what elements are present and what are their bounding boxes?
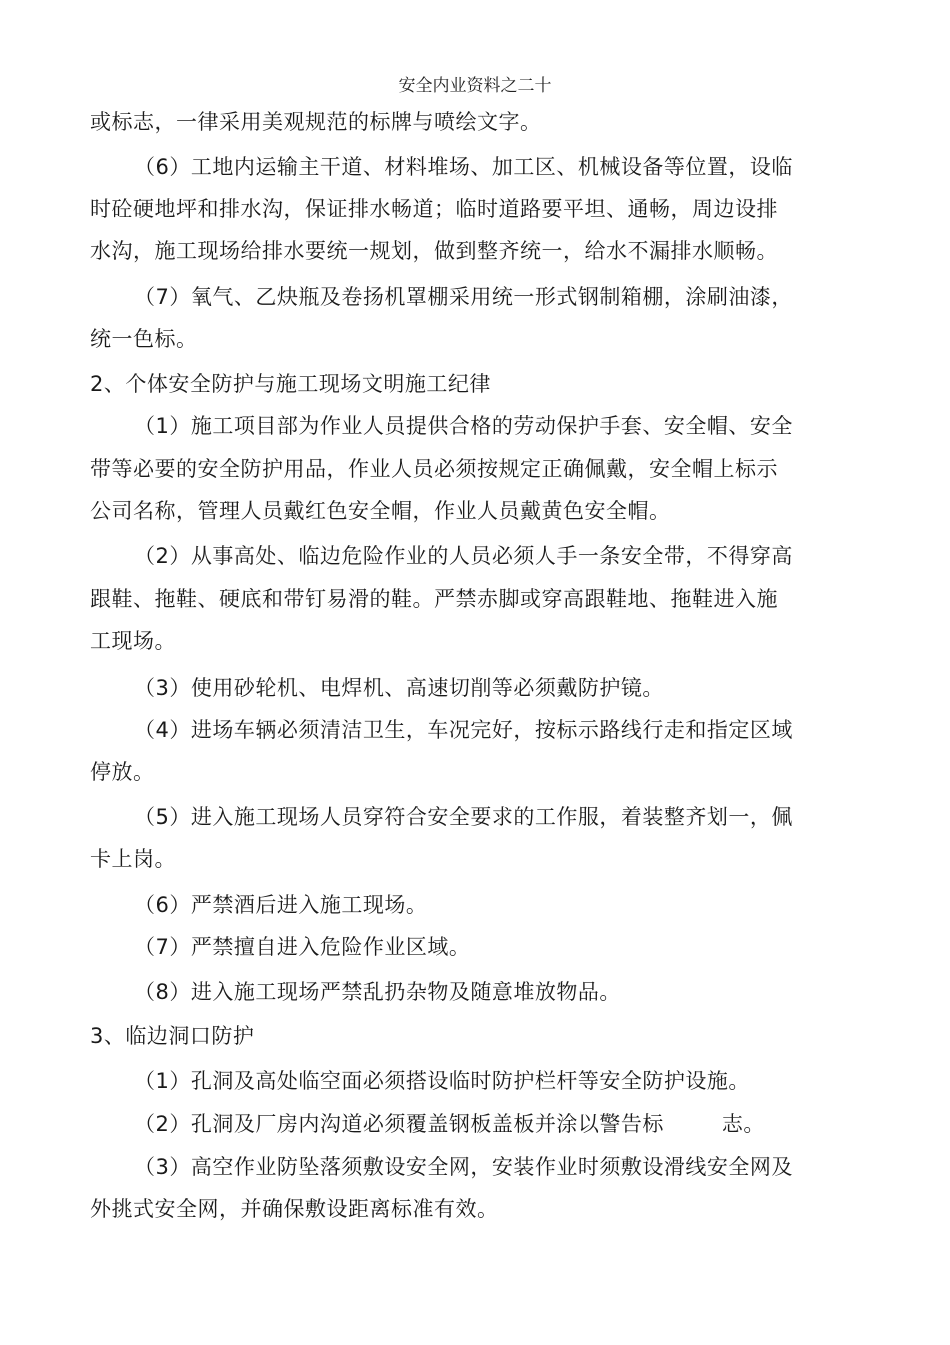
paragraph-line: 带等必要的安全防护用品，作业人员必须按规定正确佩戴，安全帽上标示 bbox=[90, 457, 778, 481]
paragraph-line: （8）进入施工现场严禁乱扔杂物及随意堆放物品。 bbox=[134, 980, 621, 1004]
paragraph-line: （7）氧气、乙炔瓶及卷扬机罩棚采用统一形式钢制箱棚，涂刷油漆， bbox=[134, 285, 793, 309]
paragraph-line: 外挑式安全网，并确保敷设距离标准有效。 bbox=[90, 1197, 499, 1221]
line-text: （2）孔洞及厂房内沟道必须覆盖钢板盖板并涂以警告标 bbox=[134, 1112, 664, 1136]
paragraph-line: （6）工地内运输主干道、材料堆场、加工区、机械设备等位置，设临 bbox=[134, 155, 793, 179]
paragraph-line: （6）严禁酒后进入施工现场。 bbox=[134, 893, 428, 917]
paragraph-line: （4）进场车辆必须清洁卫生，车况完好，按标示路线行走和指定区域 bbox=[134, 718, 793, 742]
paragraph-line: （1）孔洞及高处临空面必须搭设临时防护栏杆等安全防护设施。 bbox=[134, 1069, 750, 1093]
paragraph-line: （5）进入施工现场人员穿符合安全要求的工作服，着装整齐划一，佩 bbox=[134, 805, 793, 829]
paragraph-line: 公司名称，管理人员戴红色安全帽，作业人员戴黄色安全帽。 bbox=[90, 499, 671, 523]
paragraph-line: 工现场。 bbox=[90, 629, 176, 653]
paragraph-line: 跟鞋、拖鞋、硬底和带钉易滑的鞋。严禁赤脚或穿高跟鞋地、拖鞋进入施 bbox=[90, 587, 778, 611]
paragraph-line: 水沟，施工现场给排水要统一规划，做到整齐统一，给水不漏排水顺畅。 bbox=[90, 239, 778, 263]
line-text: 志。 bbox=[721, 1112, 765, 1136]
paragraph-line: （3）高空作业防坠落须敷设安全网，安装作业时须敷设滑线安全网及 bbox=[134, 1155, 793, 1179]
section-heading: 2、个体安全防护与施工现场文明施工纪律 bbox=[90, 372, 491, 396]
paragraph-line: （1）施工项目部为作业人员提供合格的劳动保护手套、安全帽、安全 bbox=[134, 414, 793, 438]
paragraph-line: 统一色标。 bbox=[90, 327, 198, 351]
paragraph-line: 时砼硬地坪和排水沟，保证排水畅道；临时道路要平坦、通畅，周边设排 bbox=[90, 197, 778, 221]
paragraph-line: （2）从事高处、临边危险作业的人员必须人手一条安全带，不得穿高 bbox=[134, 544, 793, 568]
page-header: 安全内业资料之二十 bbox=[398, 76, 552, 96]
paragraph-line: 停放。 bbox=[90, 760, 155, 784]
paragraph-line: 卡上岗。 bbox=[90, 847, 176, 871]
paragraph-line bbox=[134, 1109, 810, 1139]
paragraph-line: （7）严禁擅自进入危险作业区域。 bbox=[134, 935, 471, 959]
paragraph-line: 或标志，一律采用美观规范的标牌与喷绘文字。 bbox=[90, 110, 542, 134]
paragraph-line: （3）使用砂轮机、电焊机、高速切削等必须戴防护镜。 bbox=[134, 676, 664, 700]
section-heading: 3、临边洞口防护 bbox=[90, 1024, 255, 1048]
